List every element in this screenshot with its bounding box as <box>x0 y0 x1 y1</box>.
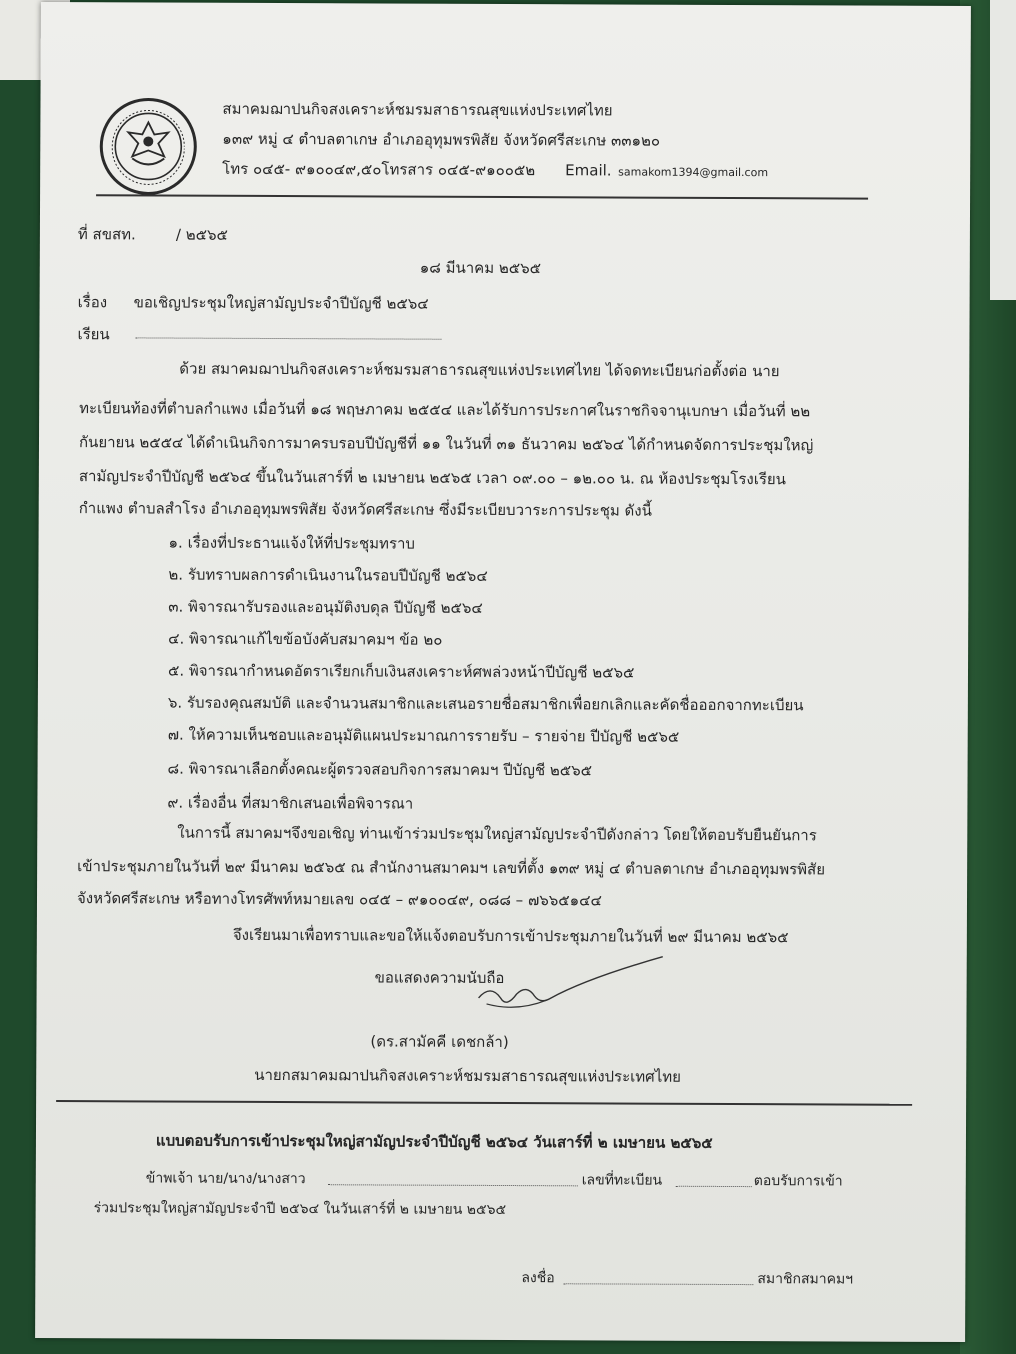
reply-line-2: ร่วมประชุมใหญ่สามัญประจำปี ๒๕๖๔ ในวันเสาร์ที่ ๒ เมษายน ๒๕๖๕ <box>93 1200 507 1219</box>
body-line: ด้วย สมาคมฌาปนกิจสงเคราะห์ชมรมสาธารณสุขแห่งประเทศไทย ได้จดทะเบียนก่อตั้งต่อ นาย <box>179 359 780 381</box>
ref-label: ที่ สขสท. <box>77 225 136 244</box>
subject-text: ขอเชิญประชุมใหญ่สามัญประจำปีบัญชี ๒๕๖๔ <box>133 293 429 313</box>
signatory-name: (ดร.สามัคคี เดชกล้า) <box>370 1032 509 1052</box>
body-line: ทะเบียนท้องที่ตำบลกำแพง เมื่อวันที่ ๑๘ พฤษภาคม ๒๕๕๔ และได้รับการประกาศในราชกิจจานุเบกษา เมื่อวันที่ ๒๒ <box>79 399 811 421</box>
agenda-item: ๑. เรื่องที่ประธานแจ้งให้ที่ประชุมทราบ <box>168 533 416 553</box>
reply-member-no-field[interactable] <box>676 1185 752 1187</box>
org-name: สมาคมฌาปนกิจสงเคราะห์ชมรมสาธารณสุขแห่งประเทศไทย <box>222 99 613 120</box>
background-paper-right <box>990 0 1016 300</box>
agenda-item: ๖. รับรองคุณสมบัติ และจำนวนสมาชิกและเสนอรายชื่อสมาชิกเพื่อยกเลิกและคัดชื่อออกจากทะเบียน <box>167 693 804 715</box>
org-address: ๑๓๙ หมู่ ๔ ตำบลตาเกษ อำเภออุทุมพรพิสัย จังหวัดศรีสะเกษ ๓๓๑๒๐ <box>222 129 661 150</box>
reply-member-label: สมาชิกสมาคมฯ <box>757 1271 854 1288</box>
reply-name-field[interactable] <box>328 1183 578 1186</box>
email-label: Email. <box>565 161 612 180</box>
reply-accept-text: ตอบรับการเข้า <box>753 1173 843 1190</box>
reply-divider <box>56 1100 912 1106</box>
regards-text: ขอแสดงความนับถือ <box>374 968 505 988</box>
letter-date: ๑๘ มีนาคม ๒๕๖๕ <box>419 258 542 278</box>
body-line: กันยายน ๒๕๕๔ ได้ดำเนินกิจการมาครบรอบปีบัญชีที่ ๑๑ ในวันที่ ๓๑ ธันวาคม ๒๕๖๔ ได้กำหนดจัดการประชุมใหญ่ <box>78 433 814 455</box>
agenda-item: ๙. เรื่องอื่น ที่สมาชิกเสนอเพื่อพิจารณา <box>167 793 414 813</box>
body-line: จังหวัดศรีสะเกษ หรือทางโทรศัพท์หมายเลข ๐๔๕ – ๙๑๐๐๔๙, ๐๘๘ – ๗๖๖๕๑๔๔ <box>76 889 602 910</box>
document-page <box>35 2 971 1342</box>
body-line: เข้าประชุมภายในวันที่ ๒๙ มีนาคม ๒๕๖๕ ณ สำนักงานสมาคมฯ เลขที่ตั้ง ๑๓๙ หมู่ ๔ ตำบลตาเกษ อำเภออุทุมพรพิสัย <box>77 857 826 879</box>
closing-line: จึงเรียนมาเพื่อทราบและขอให้แจ้งตอบรับการเข้าประชุมภายในวันที่ ๒๙ มีนาคม ๒๕๖๕ <box>232 925 789 947</box>
body-line: ในการนี้ สมาคมฯจึงขอเชิญ ท่านเข้าร่วมประชุมใหญ่สามัญประจำปีดังกล่าว โดยให้ตอบรับยืนยันการ <box>177 823 817 845</box>
reply-form-title: แบบตอบรับการเข้าประชุมใหญ่สามัญประจำปีบัญชี ๒๕๖๔ วันเสาร์ที่ ๒ เมษายน ๒๕๖๕ <box>155 1131 713 1152</box>
agenda-item: ๒. รับทราบผลการดำเนินงานในรอบปีบัญชี ๒๕๖๔ <box>168 565 488 585</box>
agenda-item: ๔. พิจารณาแก้ไขข้อบังคับสมาคมฯ ข้อ ๒๐ <box>168 629 443 649</box>
to-blank-line <box>135 336 441 339</box>
org-email: samakom1394@gmail.com <box>618 165 769 180</box>
body-line: กำแพง ตำบลสำโรง อำเภออุทุมพรพิสัย จังหวัดศรีสะเกษ ซึ่งมีระเบียบวาระการประชุม ดังนี้ <box>78 499 652 520</box>
reply-sign-label: ลงชื่อ <box>521 1270 555 1287</box>
subject-label: เรื่อง <box>77 293 108 312</box>
signatory-position: นายกสมาคมฌาปนกิจสงเคราะห์ชมรมสาธารณสุขแห่งประเทศไทย <box>254 1065 681 1086</box>
body-line: สามัญประจำปีบัญชี ๒๕๖๔ ขึ้นในวันเสาร์ที่ ๒ เมษายน ๒๕๖๕ เวลา ๐๙.๐๐ – ๑๒.๐๐ น. ณ ห้องประชุมโรงเรียน <box>78 467 786 489</box>
ref-number: / ๒๕๖๕ <box>175 225 228 244</box>
agenda-item: ๘. พิจารณาเลือกตั้งคณะผู้ตรวจสอบกิจการสมาคมฯ ปีบัญชี ๒๕๖๕ <box>167 759 593 780</box>
reply-member-no-label: เลขที่ทะเบียน <box>581 1172 663 1189</box>
reply-name-label: ข้าพเจ้า นาย/นาง/นางสาว <box>145 1170 306 1188</box>
association-seal-icon <box>98 96 198 196</box>
agenda-item: ๓. พิจารณารับรองและอนุมัติงบดุล ปีบัญชี ๒๕๖๔ <box>168 597 483 617</box>
handwritten-signature <box>476 954 666 1035</box>
to-label: เรียน <box>77 325 110 344</box>
reply-sign-field[interactable] <box>563 1282 753 1285</box>
agenda-item: ๕. พิจารณากำหนดอัตราเรียกเก็บเงินสงเคราะห์ศพล่วงหน้าปีบัญชี ๒๕๖๕ <box>167 661 635 682</box>
header-divider <box>96 194 868 199</box>
agenda-item: ๗. ให้ความเห็นชอบและอนุมัติแผนประมาณการรายรับ – รายจ่าย ปีบัญชี ๒๕๖๕ <box>167 725 680 746</box>
org-phone: โทร ๐๔๕- ๙๑๐๐๔๙,๕๐โทรสาร ๐๔๕-๙๑๐๐๕๒ <box>222 159 536 180</box>
